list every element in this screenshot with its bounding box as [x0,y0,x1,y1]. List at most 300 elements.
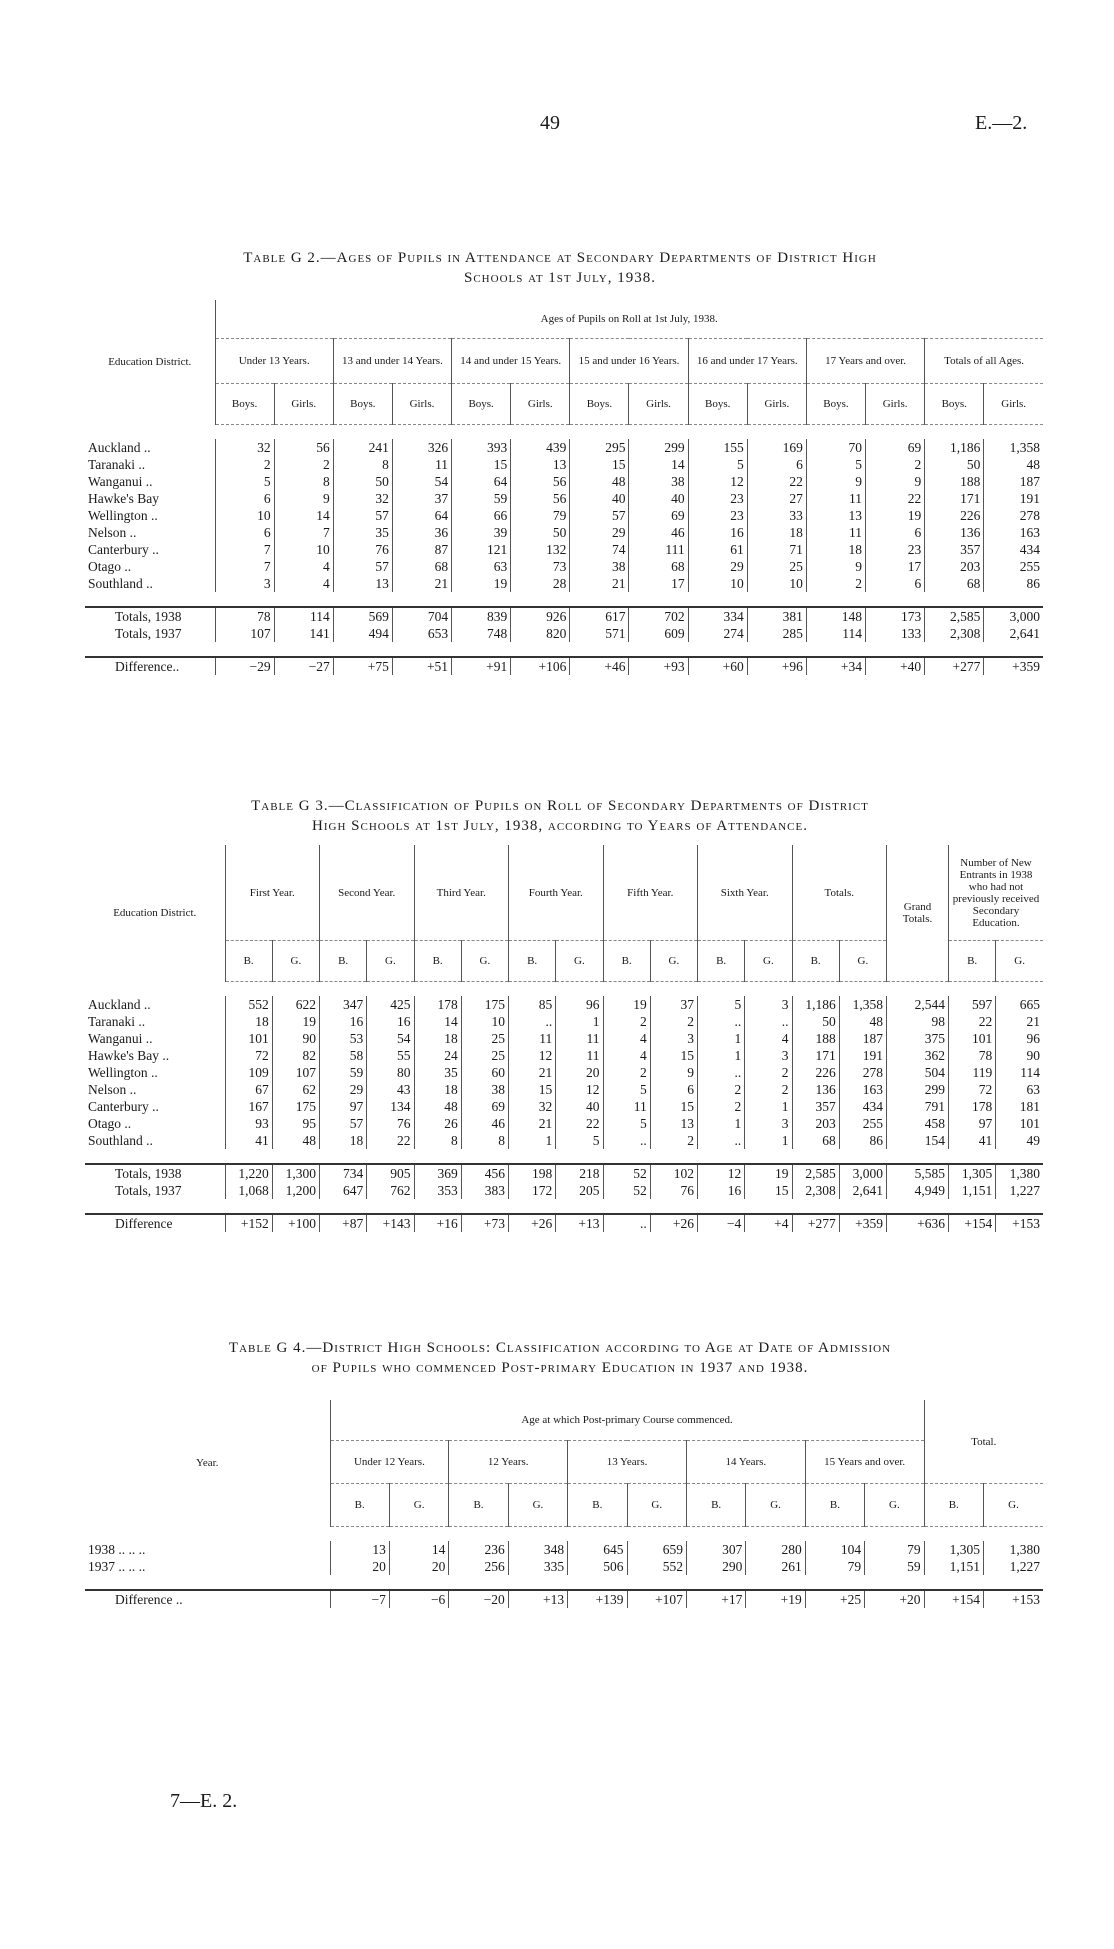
cell-value: 10 [215,507,274,524]
cell-value: 55 [367,1047,414,1064]
group-header: Totals of all Ages. [925,339,1043,384]
sub-header: Boys. [452,384,511,425]
table-row [85,1030,1043,1047]
cell-value: 15 [650,1047,697,1064]
sub-header: G. [508,1484,567,1527]
spacer-cell [85,982,1043,997]
cell-value: 15 [509,1081,556,1098]
group-header: Sixth Year. [698,845,793,941]
cell-value: 38 [570,558,629,575]
cell-value: 41 [949,1132,996,1149]
cell-value: 107 [272,1064,319,1081]
cell-value: +636 [887,1214,949,1232]
cell-value: +359 [984,657,1043,675]
cell-value: 334 [688,607,747,625]
table-row [85,507,1043,524]
sub-header: B. [320,941,367,982]
cell-value: 1,305 [949,1164,996,1182]
cell-value: 25 [747,558,806,575]
spacer-row [85,1199,1043,1214]
cell-value: 181 [996,1098,1043,1115]
sub-header: Girls. [984,384,1043,425]
cell-value: 15 [570,456,629,473]
cell-value: 393 [452,439,511,456]
cell-value: 8 [274,473,333,490]
cell-value: 1 [509,1132,556,1149]
cell-value: 2,641 [984,625,1043,642]
cell-value: 178 [414,996,461,1013]
cell-value: 32 [509,1098,556,1115]
cell-value: 171 [792,1047,839,1064]
cell-value: 299 [887,1081,949,1098]
cell-value: 25 [461,1030,508,1047]
sub-header: Boys. [570,384,629,425]
cell-value: 171 [925,490,984,507]
cell-value: −29 [215,657,274,675]
cell-value: 26 [414,1115,461,1132]
cell-value: 96 [996,1030,1043,1047]
sub-header: G. [389,1484,448,1527]
cell-value: 280 [746,1541,805,1558]
cell-value: +96 [747,657,806,675]
cell-value: 37 [392,490,451,507]
spacer-row [85,982,1043,997]
row-label: Taranaki .. [88,1014,146,1029]
cell-value: 90 [996,1047,1043,1064]
totals-row [85,1164,1043,1182]
cell-value: 285 [747,625,806,642]
table-row [85,1081,1043,1098]
cell-value: 2 [698,1098,745,1115]
cell-value: 187 [984,473,1043,490]
cell-value: +277 [925,657,984,675]
cell-value: +51 [392,657,451,675]
cell-value: 2,641 [839,1182,886,1199]
cell-value: 226 [792,1064,839,1081]
cell-value: 659 [627,1541,686,1558]
cell-value: −4 [698,1214,745,1232]
row-label: Wanganui .. [88,1031,153,1046]
cell-value: 274 [688,625,747,642]
cell-value: 25 [461,1047,508,1064]
sub-header: G. [650,941,697,982]
cell-value: 72 [225,1047,272,1064]
cell-value: 50 [792,1013,839,1030]
cell-value: 1,358 [984,439,1043,456]
cell-value: 15 [452,456,511,473]
table-row [85,1098,1043,1115]
cell-value: .. [603,1214,650,1232]
cell-value: 11 [556,1030,603,1047]
cell-value: 18 [225,1013,272,1030]
cell-value: .. [698,1013,745,1030]
cell-value: +93 [629,657,688,675]
cell-value: +154 [924,1590,983,1608]
cell-value: 9 [806,558,865,575]
sub-header: G. [839,941,886,982]
cell-value: 255 [839,1115,886,1132]
cell-value: +13 [508,1590,567,1608]
cell-value: 20 [556,1064,603,1081]
spacer-cell [85,425,1043,440]
cell-value: 50 [511,524,570,541]
cell-value: 7 [215,541,274,558]
cell-value: 32 [215,439,274,456]
cell-value: 203 [925,558,984,575]
cell-value: 11 [509,1030,556,1047]
sub-header-row [85,384,1043,425]
cell-value: 79 [805,1558,864,1575]
cell-value: 78 [215,607,274,625]
row-label: Auckland .. [88,997,151,1012]
table-row [85,1047,1043,1064]
row-label: Difference [85,1214,225,1232]
cell-value: −27 [274,657,333,675]
cell-value: 647 [320,1182,367,1199]
cell-value: 52 [603,1182,650,1199]
cell-value: +143 [367,1214,414,1232]
spacer-cell [85,592,1043,607]
cell-value: 46 [629,524,688,541]
cell-value: 205 [556,1182,603,1199]
cell-value: 21 [509,1064,556,1081]
cell-value: 73 [511,558,570,575]
group-header: 14 and under 15 Years. [452,339,570,384]
cell-value: 2,544 [887,996,949,1013]
cell-value: 21 [509,1115,556,1132]
cell-value: 35 [414,1064,461,1081]
cell-value: 61 [688,541,747,558]
cell-value: 255 [984,558,1043,575]
cell-value: 1,358 [839,996,886,1013]
cell-value: 21 [392,575,451,592]
cell-value: 326 [392,439,451,456]
cell-value: 218 [556,1164,603,1182]
table-row [85,1064,1043,1081]
cell-value: 8 [414,1132,461,1149]
cell-value: 2 [650,1013,697,1030]
cell-value: 114 [806,625,865,642]
cell-value: 59 [452,490,511,507]
cell-value: +153 [996,1214,1043,1232]
cell-value: 48 [984,456,1043,473]
cell-value: 10 [274,541,333,558]
cell-value: 17 [629,575,688,592]
cell-value: 12 [556,1081,603,1098]
sub-header: B. [686,1484,745,1527]
table-g3 [85,845,1043,1232]
cell-value: 13 [511,456,570,473]
cell-value: 22 [866,490,925,507]
total-header: Total. [924,1400,1043,1484]
page-footer: 7—E. 2. [170,1790,238,1812]
cell-value: 56 [511,490,570,507]
cell-value: 178 [949,1098,996,1115]
cell-value: 2 [866,456,925,473]
cell-value: 2,585 [792,1164,839,1182]
group-header: 12 Years. [449,1441,568,1484]
cell-value: 2,585 [925,607,984,625]
cell-value: 241 [333,439,392,456]
cell-value: 167 [225,1098,272,1115]
cell-value: 175 [272,1098,319,1115]
cell-value: 5 [215,473,274,490]
cell-value: 102 [650,1164,697,1182]
cell-value: 52 [603,1164,650,1182]
sub-header: G. [556,941,603,982]
group-header: 13 Years. [568,1441,687,1484]
cell-value: 307 [686,1541,745,1558]
cell-value: 69 [866,439,925,456]
cell-value: 50 [925,456,984,473]
cell-value: 19 [866,507,925,524]
cell-value: 14 [389,1541,448,1558]
cell-value: 1,380 [983,1541,1043,1558]
cell-value: 5 [603,1081,650,1098]
cell-value: 78 [949,1047,996,1064]
cell-value: 820 [511,625,570,642]
row-label: Southland .. [88,576,153,591]
cell-value: 2 [603,1013,650,1030]
cell-value: 191 [984,490,1043,507]
cell-value: 21 [996,1013,1043,1030]
cell-value: 203 [792,1115,839,1132]
cell-value: +154 [949,1214,996,1232]
spacer-cell [85,1527,1043,1542]
group-header-row [85,845,1043,941]
table-g4 [85,1400,1043,1608]
cell-value: 13 [333,575,392,592]
sub-header: Boys. [333,384,392,425]
row-label: Southland .. [88,1133,153,1148]
cell-value: 236 [449,1541,508,1558]
cell-value: 14 [274,507,333,524]
cell-value: 21 [570,575,629,592]
cell-value: 1 [745,1132,792,1149]
cell-value: 16 [688,524,747,541]
cell-value: 39 [452,524,511,541]
cell-value: 17 [866,558,925,575]
cell-value: 71 [747,541,806,558]
cell-value: 24 [414,1047,461,1064]
cell-value: 20 [389,1558,448,1575]
cell-value: 6 [866,575,925,592]
cell-value: +34 [806,657,865,675]
row-label: Nelson .. [88,525,137,540]
cell-value: 76 [650,1182,697,1199]
row-label: Nelson .. [88,1082,137,1097]
cell-value: 188 [792,1030,839,1047]
sub-header: Girls. [747,384,806,425]
cell-value: 6 [215,524,274,541]
cell-value: 18 [320,1132,367,1149]
cell-value: 3 [745,1115,792,1132]
cell-value: 18 [414,1030,461,1047]
cell-value: 1 [698,1030,745,1047]
cell-value: 2 [650,1132,697,1149]
cell-value: 552 [627,1558,686,1575]
cell-value: 3 [215,575,274,592]
cell-value: 22 [556,1115,603,1132]
row-label: Canterbury .. [88,1099,159,1114]
cell-value: 79 [511,507,570,524]
cell-value: +25 [805,1590,864,1608]
cell-value: 23 [688,507,747,524]
sub-header: B. [603,941,650,982]
cell-value: 98 [887,1013,949,1030]
cell-value: 19 [603,996,650,1013]
cell-value: 295 [570,439,629,456]
cell-value: 155 [688,439,747,456]
cell-value: 5,585 [887,1164,949,1182]
sub-header: B. [924,1484,983,1527]
row-label: Otago .. [88,1116,132,1131]
sub-header: B. [509,941,556,982]
cell-value: 29 [320,1081,367,1098]
cell-value: 40 [629,490,688,507]
cell-value: 50 [333,473,392,490]
cell-value: 163 [839,1081,886,1098]
cell-value: 12 [509,1047,556,1064]
cell-value: 48 [839,1013,886,1030]
table-g4-title: Table G 4.—District High Schools: Classification according to Age at Date of Admission of Pupils who commenced Post-primary Education in 1937 and 1938. [228,1340,892,1376]
cell-value: 15 [650,1098,697,1115]
cell-value: 23 [866,541,925,558]
cell-value: 6 [215,490,274,507]
row-label: Totals, 1937 [115,626,182,641]
sub-header: B. [698,941,745,982]
cell-value: 504 [887,1064,949,1081]
table-g2 [85,300,1043,675]
cell-value: 134 [367,1098,414,1115]
cell-value: +20 [865,1590,924,1608]
cell-value: 104 [805,1541,864,1558]
cell-value: 20 [330,1558,389,1575]
cell-value: 609 [629,625,688,642]
cell-value: −20 [449,1590,508,1608]
cell-value: 132 [511,541,570,558]
table-row [85,558,1043,575]
cell-value: 169 [747,439,806,456]
sub-header: Girls. [866,384,925,425]
cell-value: .. [698,1132,745,1149]
cell-value: 175 [461,996,508,1013]
cell-value: +107 [627,1590,686,1608]
spacer-row [85,1575,1043,1590]
cell-value: 4 [603,1047,650,1064]
group-header: 13 and under 14 Years. [333,339,451,384]
super-header: Age at which Post-primary Course commenced. [330,1400,924,1441]
group-header: Third Year. [414,845,509,941]
table-row [85,473,1043,490]
cell-value: 569 [333,607,392,625]
sub-header: Boys. [925,384,984,425]
cell-value: +40 [866,657,925,675]
cell-value: +100 [272,1214,319,1232]
group-header: Totals. [792,845,887,941]
cell-value: 748 [452,625,511,642]
cell-value: 69 [461,1098,508,1115]
cell-value: 62 [272,1081,319,1098]
cell-value: 12 [698,1164,745,1182]
cell-value: 1,151 [949,1182,996,1199]
spacer-cell [85,642,1043,657]
cell-value: 95 [272,1115,319,1132]
spacer-cell [85,1149,1043,1164]
cell-value: 2 [806,575,865,592]
cell-value: 290 [686,1558,745,1575]
cell-value: 299 [629,439,688,456]
super-header-row [85,1400,1043,1441]
cell-value: +46 [570,657,629,675]
cell-value: 1,186 [792,996,839,1013]
cell-value: 645 [568,1541,627,1558]
cell-value: 46 [461,1115,508,1132]
cell-value: 63 [452,558,511,575]
cell-value: 54 [367,1030,414,1047]
cell-value: +13 [556,1214,603,1232]
cell-value: 597 [949,996,996,1013]
cell-value: +75 [333,657,392,675]
table-g2-title: Table G 2.—Ages of Pupils in Attendance at Secondary Departments of District High Schools at 1st July, 1938. [243,250,877,286]
cell-value: 96 [556,996,603,1013]
cell-value: 22 [747,473,806,490]
table-row [85,524,1043,541]
difference-row [85,1590,1043,1608]
totals-row [85,607,1043,625]
sub-header: Boys. [806,384,865,425]
cell-value: 10 [461,1013,508,1030]
cell-value: 11 [603,1098,650,1115]
cell-value: 80 [367,1064,414,1081]
cell-value: 93 [225,1115,272,1132]
cell-value: 3,000 [839,1164,886,1182]
cell-value: 15 [745,1182,792,1199]
cell-value: 905 [367,1164,414,1182]
cell-value: +16 [414,1214,461,1232]
cell-value: 1,186 [925,439,984,456]
cell-value: +87 [320,1214,367,1232]
cell-value: 347 [320,996,367,1013]
cell-value: 148 [806,607,865,625]
cell-value: 665 [996,996,1043,1013]
cell-value: 72 [949,1081,996,1098]
spacer-cell [85,1199,1043,1214]
cell-value: 56 [511,473,570,490]
cell-value: 172 [509,1182,556,1199]
cell-value: 9 [650,1064,697,1081]
cell-value: 109 [225,1064,272,1081]
row-label: Wanganui .. [88,474,153,489]
table-row [85,1115,1043,1132]
row-label: Hawke's Bay [88,491,160,506]
row-label: Taranaki .. [88,457,146,472]
cell-value: 40 [570,490,629,507]
cell-value: 36 [392,524,451,541]
sub-header: B. [225,941,272,982]
cell-value: 2 [274,456,333,473]
cell-value: 173 [866,607,925,625]
cell-value: 114 [274,607,333,625]
cell-value: 4 [603,1030,650,1047]
cell-value: 63 [996,1081,1043,1098]
sub-header: G. [461,941,508,982]
super-header: Ages of Pupils on Roll at 1st July, 1938. [215,300,1043,339]
group-header: Second Year. [320,845,415,941]
cell-value: 60 [461,1064,508,1081]
table-row [85,1132,1043,1149]
cell-value: 762 [367,1182,414,1199]
